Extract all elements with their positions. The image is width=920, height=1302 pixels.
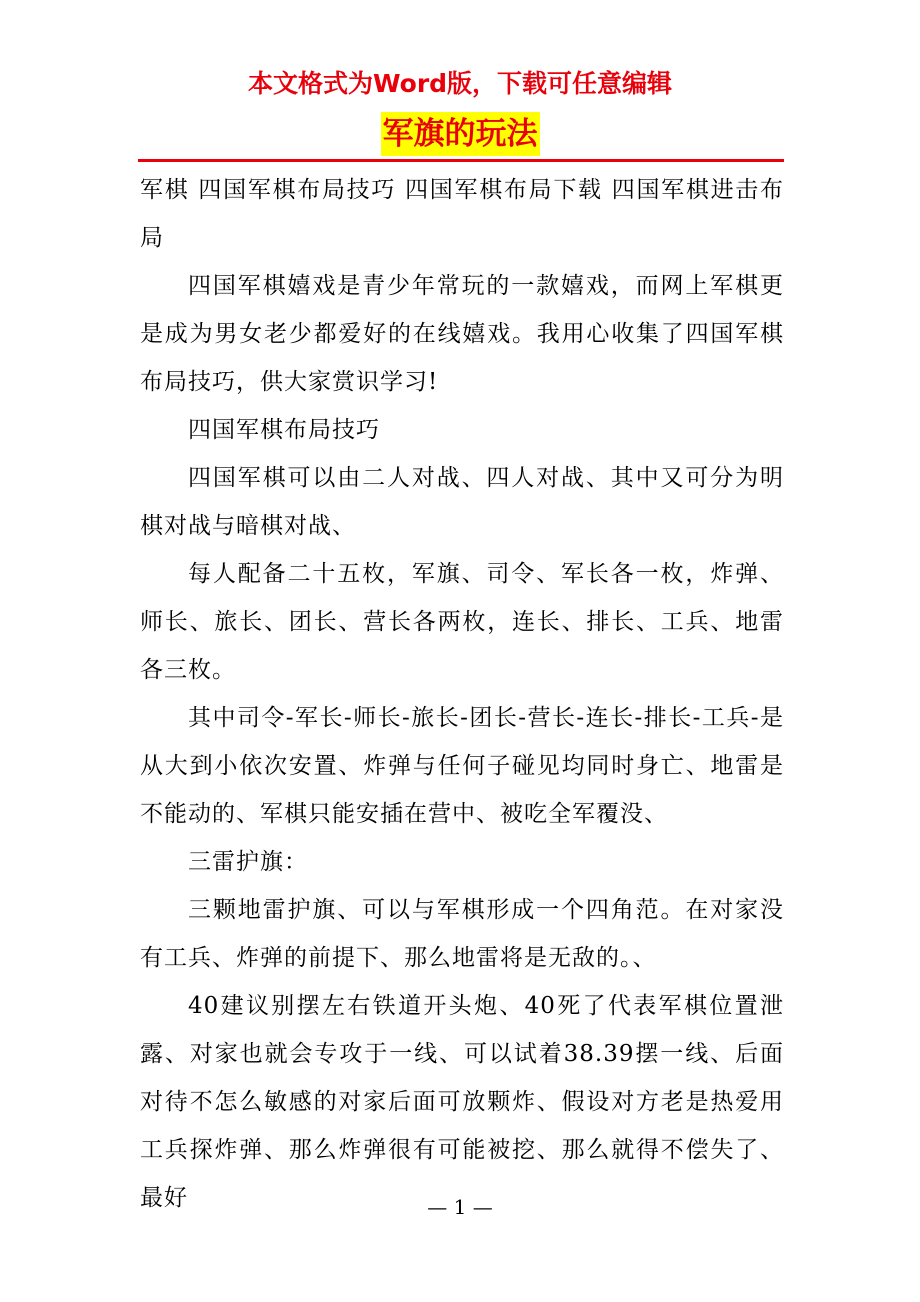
paragraph: 其中司令-军长-师长-旅长-团长-营长-连长-排长-工兵-是从大到小依次安置、炸弹与任何子碰见均同时身亡、地雷是不能动的、军棋只能安插在营中、被吃全军覆没、 [140,705,784,827]
page-number: — 1 — [427,1195,493,1219]
section-heading: 四国军棋布局技巧 [188,417,380,443]
document-body [140,166,784,1222]
keywords-line: 军棋 四国军棋布局技巧 四国军棋布局下载 四国军棋进击布局 [140,177,784,251]
paragraph: 40建议别摆左右铁道开头炮、40死了代表军棋位置泄露、对家也就会专攻于一线、可以试着38.39摆一线、后面对待不怎么敏感的对家后面可放颗炸、假设对方老是热爱用工兵探炸弹、那么炸弹很有可能被挖、那么就得不偿失了、最好 [140,993,784,1211]
paragraph: 四国军棋嬉戏是青少年常玩的一款嬉戏，而网上军棋更是成为男女老少都爱好的在线嬉戏。我用心收集了四国军棋布局技巧，供大家赏识学习! [140,273,784,395]
title-container [0,112,920,156]
document-title: 军旗的玩法 [381,112,540,156]
title-divider [138,159,784,162]
paragraph: 每人配备二十五枚，军旗、司令、军长各一枚，炸弹、师长、旅长、团长、营长各两枚，连长、排长、工兵、地雷各三枚。 [140,561,784,683]
paragraph: 三颗地雷护旗、可以与军棋形成一个四角范。在对家没有工兵、炸弹的前提下、那么地雷将是无敌的。、 [140,897,784,971]
format-banner: 本文格式为Word版，下载可任意编辑 [247,69,673,98]
paragraph: 四国军棋可以由二人对战、四人对战、其中又可分为明棋对战与暗棋对战、 [140,465,784,539]
section-heading: 三雷护旗： [188,849,308,875]
